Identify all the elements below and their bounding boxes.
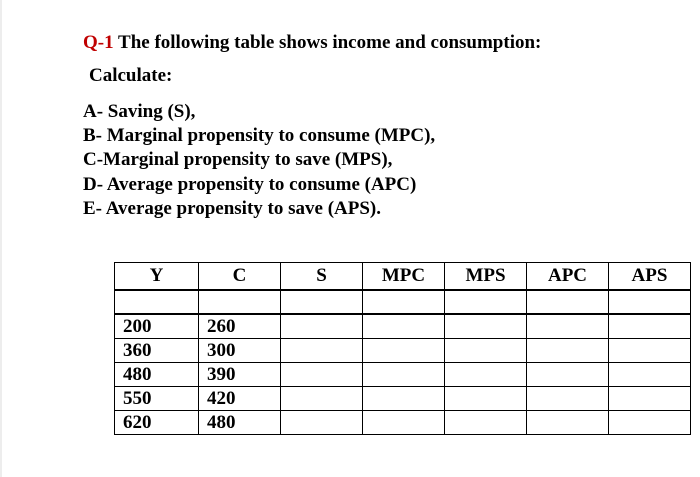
table-row xyxy=(115,411,691,435)
table-cell xyxy=(363,290,445,314)
table-row xyxy=(115,339,691,363)
income-consumption-table xyxy=(114,262,691,435)
consumption-cell: 420 xyxy=(199,387,281,411)
table-cell xyxy=(445,363,527,387)
task-item: A- Saving (S), xyxy=(83,101,196,122)
table-row xyxy=(115,363,691,387)
question-text: The following table shows income and consumption: xyxy=(118,32,542,53)
table-row xyxy=(115,314,691,339)
table-cell xyxy=(527,411,609,435)
table-cell xyxy=(445,290,527,314)
table-cell xyxy=(445,387,527,411)
table-cell xyxy=(281,339,363,363)
table-cell xyxy=(609,363,691,387)
table-cell xyxy=(527,339,609,363)
table-spacer-row xyxy=(115,290,691,314)
table-cell xyxy=(527,314,609,339)
task-item: E- Average propensity to save (APS). xyxy=(83,197,381,219)
table-cell xyxy=(199,290,281,314)
calculate-label: Calculate: xyxy=(89,65,173,86)
table-cell xyxy=(363,411,445,435)
header-y: Y xyxy=(115,263,199,291)
income-cell: 200 xyxy=(115,314,199,339)
table-cell xyxy=(363,339,445,363)
table-cell xyxy=(281,314,363,339)
table-cell xyxy=(609,314,691,339)
table-cell xyxy=(363,363,445,387)
header-aps: APS xyxy=(609,263,691,291)
header-s: S xyxy=(281,263,363,291)
question-heading xyxy=(83,31,541,55)
income-cell: 550 xyxy=(115,387,199,411)
task-item: B- Marginal propensity to consume (MPC), xyxy=(83,125,436,147)
table-cell xyxy=(527,290,609,314)
table-cell xyxy=(363,387,445,411)
consumption-cell: 300 xyxy=(199,339,281,363)
table-cell xyxy=(609,290,691,314)
table-cell xyxy=(363,314,445,339)
table-cell xyxy=(609,387,691,411)
table-cell xyxy=(445,339,527,363)
table-cell xyxy=(527,363,609,387)
header-mps: MPS xyxy=(445,263,527,291)
income-cell: 480 xyxy=(115,363,199,387)
consumption-cell: 480 xyxy=(199,411,281,435)
income-cell: 620 xyxy=(115,411,199,435)
table-cell xyxy=(281,411,363,435)
table-row xyxy=(115,387,691,411)
header-c: C xyxy=(199,263,281,291)
consumption-cell: 390 xyxy=(199,363,281,387)
header-apc: APC xyxy=(527,263,609,291)
table-cell xyxy=(445,314,527,339)
table-cell xyxy=(281,290,363,314)
task-item: D- Average propensity to consume (APC) xyxy=(83,173,417,195)
consumption-cell: 260 xyxy=(199,314,281,339)
question-number: Q-1 xyxy=(83,32,114,53)
table-cell xyxy=(609,339,691,363)
page-edge xyxy=(0,0,2,477)
table-cell xyxy=(115,290,199,314)
header-mpc: MPC xyxy=(363,263,445,291)
table-cell xyxy=(609,411,691,435)
task-list xyxy=(83,100,435,221)
table-cell xyxy=(281,387,363,411)
table-header-row xyxy=(115,263,691,291)
table-cell xyxy=(527,387,609,411)
task-item: C-Marginal propensity to save (MPS), xyxy=(83,149,393,171)
table-cell xyxy=(281,363,363,387)
table-cell xyxy=(445,411,527,435)
income-cell: 360 xyxy=(115,339,199,363)
